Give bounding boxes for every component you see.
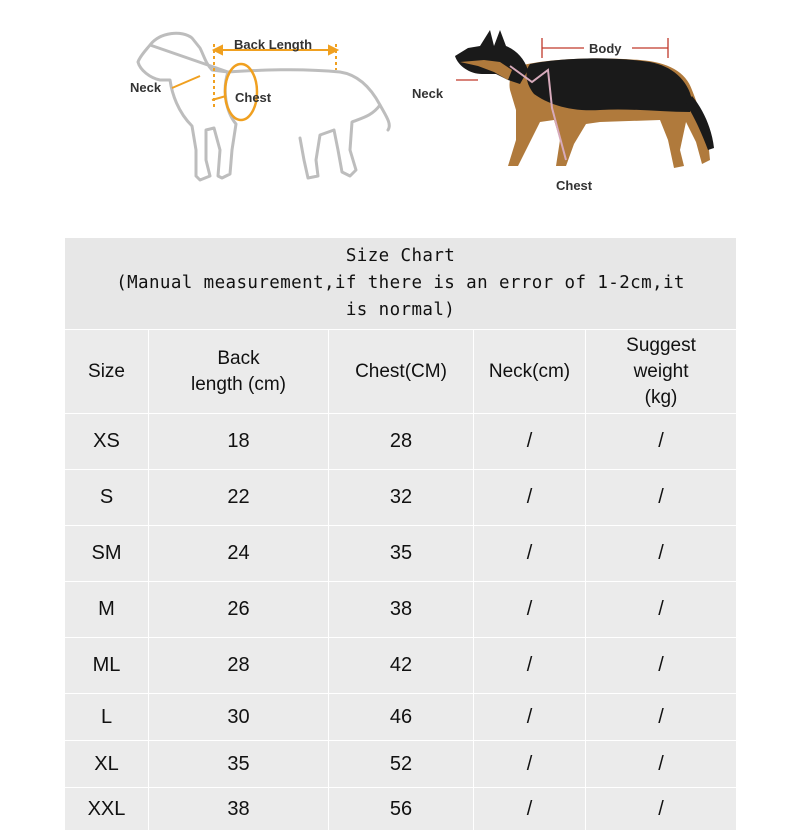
- weight-cell: /: [586, 414, 737, 470]
- header-row: [65, 330, 737, 414]
- back-length-cell: 30: [149, 694, 329, 741]
- back-length-cell: 28: [149, 638, 329, 694]
- chest-cell: 42: [329, 638, 474, 694]
- table-row: [65, 470, 737, 526]
- chest-cell: 38: [329, 582, 474, 638]
- back-length-cell: 35: [149, 741, 329, 788]
- size-chart-note-continued: is normal): [345, 300, 456, 320]
- neck-cell: /: [474, 526, 586, 582]
- chest-label-left: Chest: [235, 90, 272, 105]
- size-chart-title-cell: [65, 238, 737, 330]
- weight-cell: /: [586, 470, 737, 526]
- size-chart-title: Size Chart: [345, 246, 456, 266]
- neck-label-right: Neck: [412, 86, 444, 101]
- neck-cell: /: [474, 582, 586, 638]
- size-cell: XS: [65, 414, 149, 470]
- header-suggest-weight: Suggest weight (kg): [586, 330, 737, 414]
- header-neck: Neck(cm): [474, 330, 586, 414]
- header-back-length: Back length (cm): [149, 330, 329, 414]
- size-chart: [64, 237, 736, 831]
- measurement-diagram: [0, 0, 800, 230]
- weight-cell: /: [586, 788, 737, 831]
- back-length-cell: 18: [149, 414, 329, 470]
- neck-cell: /: [474, 470, 586, 526]
- size-chart-note: (Manual measurement,if there is an error of 1-2cm,it: [116, 273, 685, 293]
- neck-cell: /: [474, 694, 586, 741]
- chest-cell: 35: [329, 526, 474, 582]
- size-cell: S: [65, 470, 149, 526]
- table-row: [65, 526, 737, 582]
- chest-cell: 56: [329, 788, 474, 831]
- back-length-cell: 26: [149, 582, 329, 638]
- table-row: [65, 638, 737, 694]
- back-length-cell: 24: [149, 526, 329, 582]
- weight-cell: /: [586, 526, 737, 582]
- chest-cell: 32: [329, 470, 474, 526]
- table-row: [65, 414, 737, 470]
- header-chest: Chest(CM): [329, 330, 474, 414]
- back-length-cell: 22: [149, 470, 329, 526]
- size-cell: XXL: [65, 788, 149, 831]
- chest-cell: 52: [329, 741, 474, 788]
- back-length-cell: 38: [149, 788, 329, 831]
- back-length-label: Back Length: [234, 37, 313, 52]
- chest-label-right: Chest: [556, 178, 593, 193]
- weight-cell: /: [586, 741, 737, 788]
- table-row: [65, 741, 737, 788]
- neck-arrow: [172, 76, 200, 88]
- table-row: [65, 788, 737, 831]
- outline-dog-illustration: [138, 33, 389, 180]
- weight-cell: /: [586, 694, 737, 741]
- body-label: Body: [589, 41, 622, 56]
- size-cell: L: [65, 694, 149, 741]
- table-row: [65, 582, 737, 638]
- weight-cell: /: [586, 638, 737, 694]
- size-cell: M: [65, 582, 149, 638]
- neck-label-left: Neck: [130, 80, 162, 95]
- size-cell: ML: [65, 638, 149, 694]
- neck-cell: /: [474, 788, 586, 831]
- neck-cell: /: [474, 741, 586, 788]
- weight-cell: /: [586, 582, 737, 638]
- header-size: Size: [65, 330, 149, 414]
- size-cell: XL: [65, 741, 149, 788]
- back-length-arrow: [214, 44, 337, 108]
- chest-cell: 46: [329, 694, 474, 741]
- neck-cell: /: [474, 638, 586, 694]
- table-row: [65, 694, 737, 741]
- german-shepherd-illustration: [455, 30, 714, 168]
- chest-cell: 28: [329, 414, 474, 470]
- size-cell: SM: [65, 526, 149, 582]
- neck-cell: /: [474, 414, 586, 470]
- size-chart-table: [64, 237, 737, 831]
